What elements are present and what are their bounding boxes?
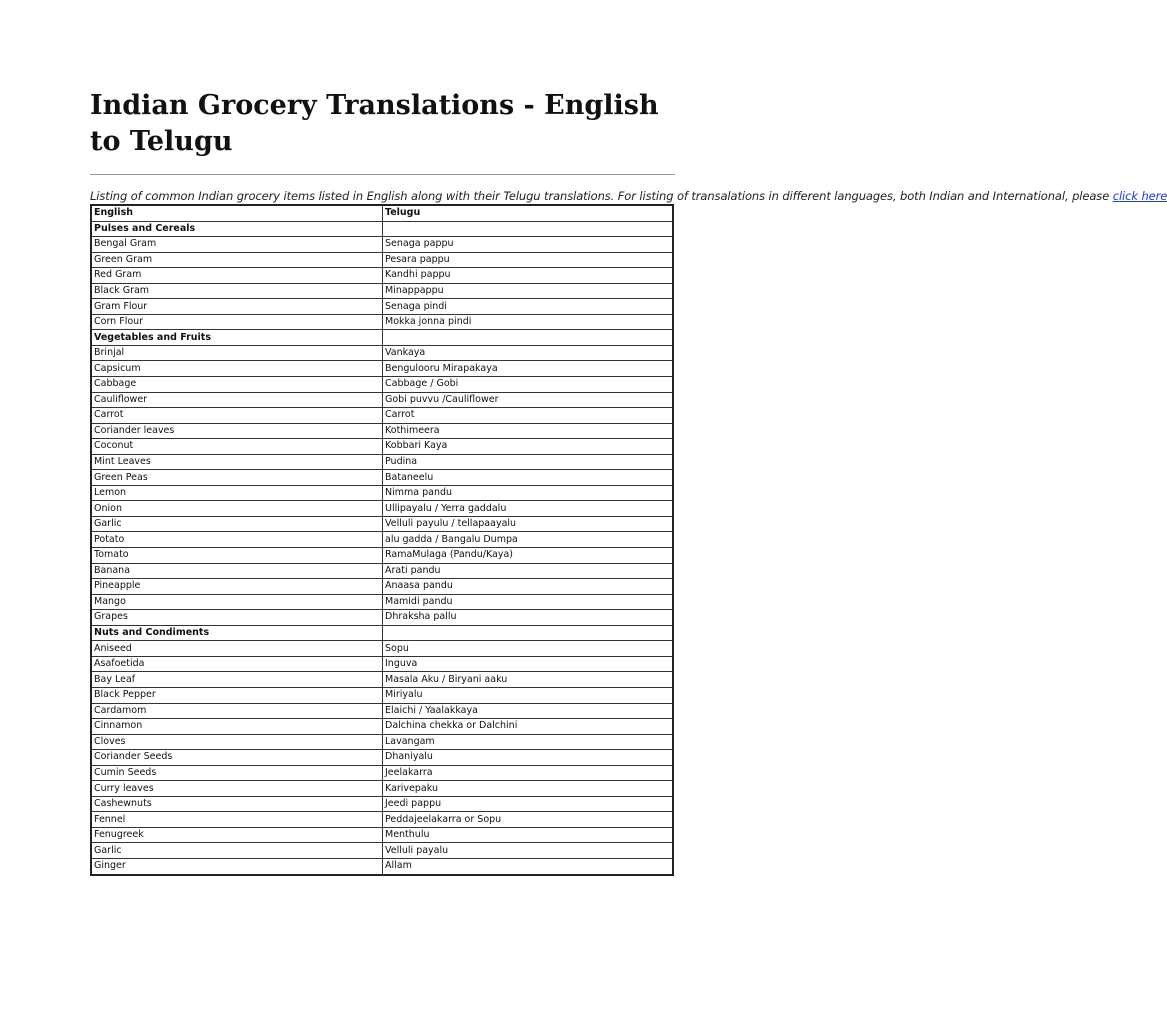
telugu-cell: Jeelakarra	[383, 765, 674, 781]
english-cell: Banana	[91, 563, 383, 579]
table-row	[91, 781, 673, 797]
english-cell: Garlic	[91, 516, 383, 532]
english-cell: Cabbage	[91, 377, 383, 393]
table-row	[91, 268, 673, 284]
table-row	[91, 812, 673, 828]
column-header-english: English	[91, 205, 383, 221]
table-row	[91, 594, 673, 610]
table-row	[91, 252, 673, 268]
english-cell: Bengal Gram	[91, 237, 383, 253]
telugu-cell: Dhaniyalu	[383, 750, 674, 766]
table-section-row	[91, 221, 673, 237]
intro-text: Listing of common Indian grocery items listed in English along with their Telugu translations. For listing of transalations in different languages, both Indian and International, please	[90, 189, 1110, 203]
table-row	[91, 579, 673, 595]
table-row	[91, 470, 673, 486]
table-row	[91, 345, 673, 361]
table-row	[91, 750, 673, 766]
telugu-cell: Carrot	[383, 408, 674, 424]
table-row	[91, 765, 673, 781]
section-empty-cell	[383, 625, 674, 641]
english-cell: Bay Leaf	[91, 672, 383, 688]
english-cell: Garlic	[91, 843, 383, 859]
table-row	[91, 299, 673, 315]
section-heading: Vegetables and Fruits	[91, 330, 383, 346]
table-row	[91, 843, 673, 859]
english-cell: Capsicum	[91, 361, 383, 377]
section-empty-cell	[383, 330, 674, 346]
telugu-cell: Minappappu	[383, 283, 674, 299]
telugu-cell: Kandhi pappu	[383, 268, 674, 284]
table-row	[91, 858, 673, 874]
table-row	[91, 563, 673, 579]
telugu-cell: Bengulooru Mirapakaya	[383, 361, 674, 377]
table-row	[91, 392, 673, 408]
telugu-cell: Inguva	[383, 656, 674, 672]
english-cell: Fennel	[91, 812, 383, 828]
table-row	[91, 532, 673, 548]
english-cell: Mint Leaves	[91, 454, 383, 470]
table-row	[91, 734, 673, 750]
section-heading: Pulses and Cereals	[91, 221, 383, 237]
telugu-cell: Peddajeelakarra or Sopu	[383, 812, 674, 828]
english-cell: Mango	[91, 594, 383, 610]
english-cell: Black Pepper	[91, 687, 383, 703]
english-cell: Black Gram	[91, 283, 383, 299]
section-heading: Nuts and Condiments	[91, 625, 383, 641]
telugu-cell: Sopu	[383, 641, 674, 657]
telugu-cell: Ullipayalu / Yerra gaddalu	[383, 501, 674, 517]
english-cell: Pineapple	[91, 579, 383, 595]
telugu-cell: Mamidi pandu	[383, 594, 674, 610]
english-cell: Lemon	[91, 485, 383, 501]
english-cell: Ginger	[91, 858, 383, 874]
telugu-cell: RamaMulaga (Pandu/Kaya)	[383, 548, 674, 564]
table-section-row	[91, 625, 673, 641]
telugu-cell: alu gadda / Bangalu Dumpa	[383, 532, 674, 548]
title-divider	[90, 174, 675, 175]
table-row	[91, 408, 673, 424]
intro-paragraph	[90, 189, 1167, 203]
english-cell: Cardamom	[91, 703, 383, 719]
english-cell: Onion	[91, 501, 383, 517]
table-row	[91, 423, 673, 439]
table-row	[91, 454, 673, 470]
section-empty-cell	[383, 221, 674, 237]
english-cell: Cashewnuts	[91, 796, 383, 812]
english-cell: Grapes	[91, 610, 383, 626]
table-header-row	[91, 205, 673, 221]
table-row	[91, 283, 673, 299]
english-cell: Aniseed	[91, 641, 383, 657]
english-cell: Green Gram	[91, 252, 383, 268]
telugu-cell: Pesara pappu	[383, 252, 674, 268]
telugu-cell: Cabbage / Gobi	[383, 377, 674, 393]
table-row	[91, 485, 673, 501]
table-row	[91, 361, 673, 377]
telugu-cell: Velluli payulu / tellapaayalu	[383, 516, 674, 532]
english-cell: Coconut	[91, 439, 383, 455]
english-cell: Gram Flour	[91, 299, 383, 315]
table-row	[91, 656, 673, 672]
table-row	[91, 548, 673, 564]
english-cell: Asafoetida	[91, 656, 383, 672]
telugu-cell: Allam	[383, 858, 674, 874]
telugu-cell: Menthulu	[383, 827, 674, 843]
english-cell: Potato	[91, 532, 383, 548]
telugu-cell: Gobi puvvu /Cauliflower	[383, 392, 674, 408]
english-cell: Brinjal	[91, 345, 383, 361]
table-row	[91, 827, 673, 843]
table-row	[91, 377, 673, 393]
english-cell: Cinnamon	[91, 719, 383, 735]
table-row	[91, 314, 673, 330]
telugu-cell: Vankaya	[383, 345, 674, 361]
telugu-cell: Dalchina chekka or Dalchini	[383, 719, 674, 735]
english-cell: Cauliflower	[91, 392, 383, 408]
column-header-telugu: Telugu	[383, 205, 674, 221]
telugu-cell: Elaichi / Yaalakkaya	[383, 703, 674, 719]
english-cell: Corn Flour	[91, 314, 383, 330]
telugu-cell: Karivepaku	[383, 781, 674, 797]
english-cell: Coriander leaves	[91, 423, 383, 439]
telugu-cell: Kothimeera	[383, 423, 674, 439]
table-row	[91, 516, 673, 532]
table-row	[91, 501, 673, 517]
english-cell: Red Gram	[91, 268, 383, 284]
english-cell: Tomato	[91, 548, 383, 564]
table-section-row	[91, 330, 673, 346]
telugu-cell: Jeedi pappu	[383, 796, 674, 812]
telugu-cell: Dhraksha pallu	[383, 610, 674, 626]
telugu-cell: Anaasa pandu	[383, 579, 674, 595]
telugu-cell: Pudina	[383, 454, 674, 470]
telugu-cell: Arati pandu	[383, 563, 674, 579]
telugu-cell: Masala Aku / Biryani aaku	[383, 672, 674, 688]
translation-table	[90, 204, 674, 876]
english-cell: Curry leaves	[91, 781, 383, 797]
telugu-cell: Nimma pandu	[383, 485, 674, 501]
telugu-cell: Mokka jonna pindi	[383, 314, 674, 330]
table-row	[91, 610, 673, 626]
click-here-link[interactable]: click here	[1112, 189, 1167, 203]
english-cell: Green Peas	[91, 470, 383, 486]
telugu-cell: Senaga pappu	[383, 237, 674, 253]
table-row	[91, 719, 673, 735]
table-row	[91, 703, 673, 719]
table-row	[91, 687, 673, 703]
english-cell: Cumin Seeds	[91, 765, 383, 781]
english-cell: Carrot	[91, 408, 383, 424]
telugu-cell: Kobbari Kaya	[383, 439, 674, 455]
english-cell: Fenugreek	[91, 827, 383, 843]
telugu-cell: Miriyalu	[383, 687, 674, 703]
telugu-cell: Lavangam	[383, 734, 674, 750]
table-row	[91, 641, 673, 657]
english-cell: Coriander Seeds	[91, 750, 383, 766]
table-row	[91, 672, 673, 688]
document-page	[90, 0, 1167, 876]
page-title: Indian Grocery Translations - English to Telugu	[90, 90, 659, 157]
telugu-cell: Bataneelu	[383, 470, 674, 486]
telugu-cell: Senaga pindi	[383, 299, 674, 315]
telugu-cell: Velluli payalu	[383, 843, 674, 859]
table-row	[91, 237, 673, 253]
table-row	[91, 439, 673, 455]
table-row	[91, 796, 673, 812]
english-cell: Cloves	[91, 734, 383, 750]
